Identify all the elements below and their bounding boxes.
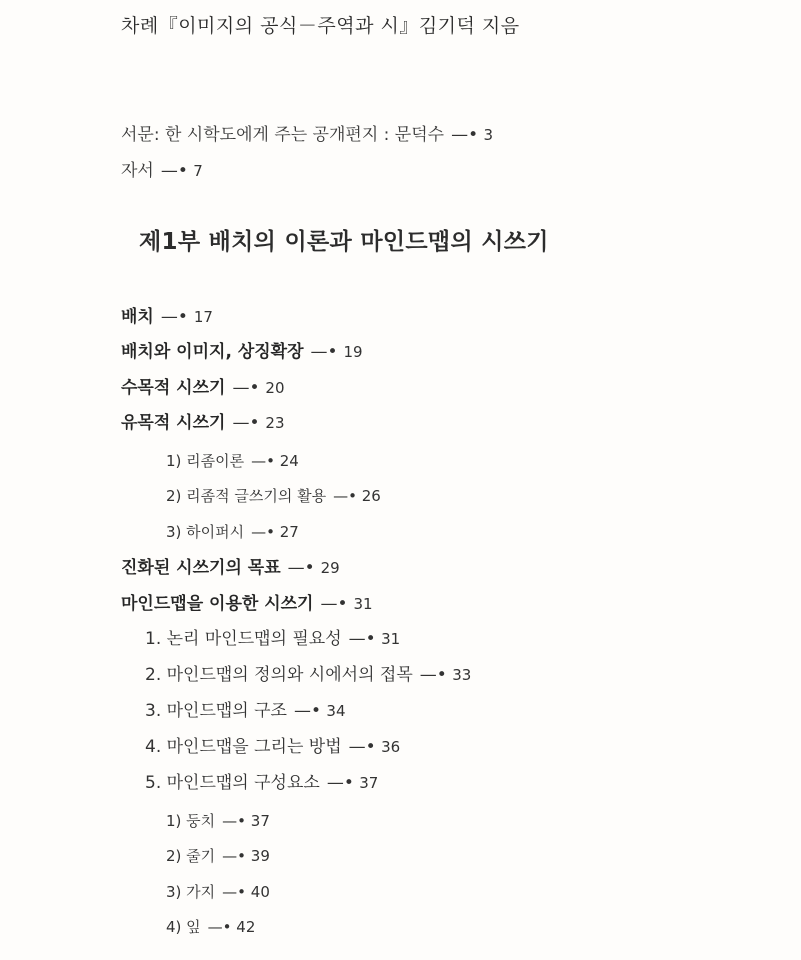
toc-subentry bbox=[166, 525, 299, 540]
leader-dash: —• bbox=[207, 918, 232, 936]
entry-title: 배치 bbox=[121, 307, 154, 327]
leader-dash: —• bbox=[232, 413, 260, 433]
page-number: 40 bbox=[250, 883, 270, 901]
entry-title: 서문: 한 시학도에게 주는 공개편지 : 문덕수 bbox=[121, 125, 445, 145]
toc-entry bbox=[121, 596, 373, 613]
page-number: 34 bbox=[326, 702, 346, 720]
entry-title: 1) 둥치 bbox=[166, 812, 216, 830]
toc-subentry bbox=[166, 814, 270, 829]
page-number: 27 bbox=[279, 523, 299, 541]
page-number: 19 bbox=[343, 343, 363, 361]
toc-numbered-entry bbox=[145, 703, 346, 720]
entry-title: 2) 줄기 bbox=[166, 847, 216, 865]
toc-entry bbox=[121, 380, 285, 397]
toc-numbered-entry bbox=[145, 667, 471, 684]
page-number: 7 bbox=[193, 162, 203, 180]
page-number: 36 bbox=[381, 738, 401, 756]
toc-subentry bbox=[166, 885, 270, 900]
entry-title: 마인드맵을 이용한 시쓰기 bbox=[121, 594, 314, 614]
leader-dash: —• bbox=[293, 701, 322, 721]
leader-dash: —• bbox=[348, 629, 376, 649]
entry-title: 3. 마인드맵의 구조 bbox=[145, 701, 287, 721]
page-number: 29 bbox=[320, 559, 340, 577]
leader-dash: —• bbox=[451, 125, 479, 145]
page-number: 31 bbox=[353, 595, 373, 613]
toc-header: 차례『이미지의 공식－주역과 시』김기덕 지음 bbox=[121, 15, 520, 37]
toc-subentry bbox=[166, 920, 255, 935]
leader-dash: —• bbox=[419, 665, 447, 685]
toc-numbered-entry bbox=[145, 739, 400, 756]
entry-title: 4) 잎 bbox=[166, 918, 201, 936]
toc-entry bbox=[121, 415, 285, 432]
toc-subentry bbox=[166, 489, 381, 504]
toc-subentry bbox=[166, 454, 299, 469]
page-number: 23 bbox=[265, 414, 285, 432]
leader-dash: —• bbox=[348, 737, 376, 757]
entry-title: 3) 하이퍼시 bbox=[166, 523, 245, 541]
leader-dash: —• bbox=[287, 558, 315, 578]
leader-dash: —• bbox=[310, 342, 338, 362]
leader-dash: —• bbox=[222, 812, 247, 830]
leader-dash: —• bbox=[160, 307, 188, 327]
leader-dash: —• bbox=[333, 487, 357, 505]
leader-dash: —• bbox=[160, 161, 188, 181]
toc-entry bbox=[121, 344, 363, 361]
entry-title: 1. 논리 마인드맵의 필요성 bbox=[145, 629, 342, 649]
entry-title: 3) 가지 bbox=[166, 883, 216, 901]
page-number: 42 bbox=[236, 918, 256, 936]
toc-entry bbox=[121, 560, 340, 577]
page-number: 37 bbox=[359, 774, 379, 792]
leader-dash: —• bbox=[251, 523, 275, 541]
toc-entry-author-preface bbox=[121, 163, 203, 180]
page-number: 24 bbox=[279, 452, 299, 470]
page-number: 26 bbox=[361, 487, 381, 505]
entry-title: 유목적 시쓰기 bbox=[121, 413, 226, 433]
leader-dash: —• bbox=[222, 883, 247, 901]
leader-dash: —• bbox=[222, 847, 247, 865]
page-number: 37 bbox=[250, 812, 270, 830]
entry-title: 2. 마인드맵의 정의와 시에서의 접목 bbox=[145, 665, 413, 685]
entry-title: 배치와 이미지, 상징확장 bbox=[121, 342, 304, 362]
entry-title: 5. 마인드맵의 구성요소 bbox=[145, 773, 320, 793]
entry-title: 진화된 시쓰기의 목표 bbox=[121, 558, 281, 578]
entry-title: 수목적 시쓰기 bbox=[121, 378, 226, 398]
page-number: 20 bbox=[265, 379, 285, 397]
page-number: 3 bbox=[483, 126, 494, 144]
toc-subentry bbox=[166, 849, 270, 864]
entry-title: 1) 리좀이론 bbox=[166, 452, 245, 470]
toc-numbered-entry bbox=[145, 631, 400, 648]
page-number: 17 bbox=[193, 308, 213, 326]
entry-title: 4. 마인드맵을 그리는 방법 bbox=[145, 737, 342, 757]
page-number: 31 bbox=[381, 630, 401, 648]
leader-dash: —• bbox=[232, 378, 260, 398]
leader-dash: —• bbox=[320, 594, 348, 614]
page-number: 33 bbox=[452, 666, 472, 684]
toc-entry-preface bbox=[121, 127, 493, 144]
leader-dash: —• bbox=[251, 452, 275, 470]
toc-entry bbox=[121, 309, 213, 326]
entry-title: 자서 bbox=[121, 161, 154, 181]
leader-dash: —• bbox=[326, 773, 354, 793]
entry-title: 2) 리좀적 글쓰기의 활용 bbox=[166, 487, 327, 505]
part-title: 제1부 배치의 이론과 마인드맵의 시쓰기 bbox=[139, 229, 549, 255]
page-number: 39 bbox=[250, 847, 270, 865]
toc-numbered-entry bbox=[145, 775, 378, 792]
